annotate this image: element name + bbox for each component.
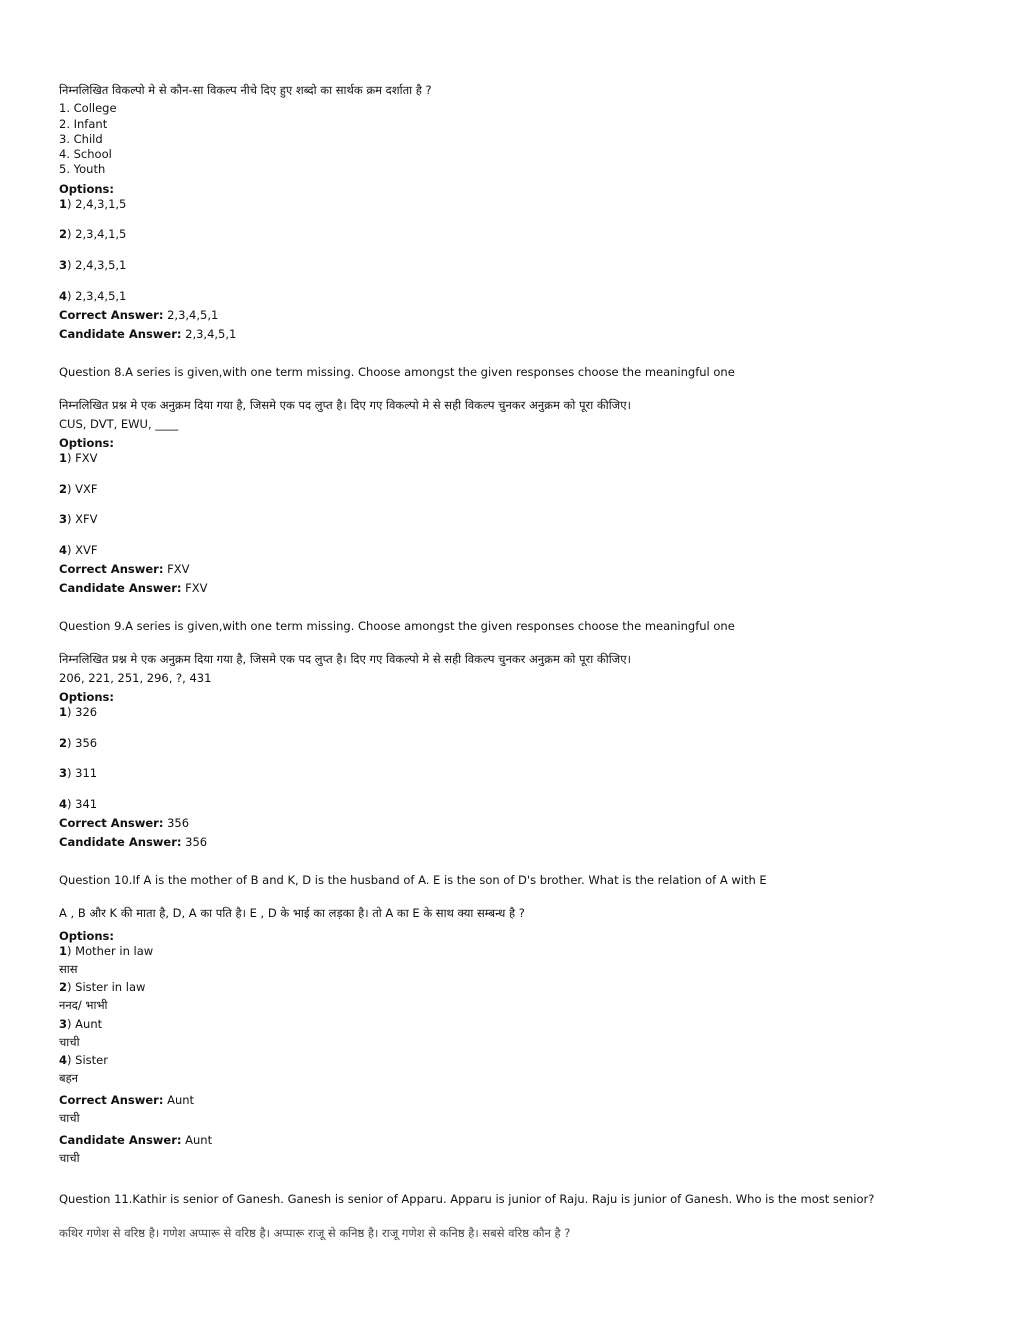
q9-option-2: 2) 356 (59, 736, 98, 750)
q9-correct-answer: Correct Answer: 356 (59, 816, 190, 830)
q11-title: Question 11.Kathir is senior of Ganesh. Ganesh is senior of Apparu. Apparu is junior of Raju. Raju is junior of Ganesh. Who is the most senior? (59, 1192, 875, 1206)
q10-correct-answer-hi: चाची (59, 1111, 80, 1125)
q10-option-3-hi: चाची (59, 1035, 80, 1049)
options-label: Options: (59, 929, 114, 943)
q9-candidate-answer: Candidate Answer: 356 (59, 835, 208, 849)
q10-option-2-hi: ननद/ भाभी (59, 998, 108, 1012)
q8-prompt: निम्नलिखित प्रश्न मे एक अनुक्रम दिया गया है, जिसमे एक पद लुप्त है। दिए गए विकल्पो मे से सही विकल्प चुनकर अनुक्रम को पूरा कीजिए। (59, 398, 631, 412)
q9-option-4: 4) 341 (59, 797, 98, 811)
q10-option-4: 4) Sister (59, 1053, 108, 1067)
q10-prompt: A , B और K की माता है, D, A का पति है। E , D के भाई का लड़का है। तो A का E के साथ क्या सम्बन्ध है ? (59, 906, 525, 920)
q7-correct-answer: Correct Answer: 2,3,4,5,1 (59, 308, 219, 322)
q10-title: Question 10.If A is the mother of B and K, D is the husband of A. E is the son of D's brother. What is the relation of A with E (59, 873, 767, 887)
q8-series: CUS, DVT, EWU, ____ (59, 417, 179, 431)
q7-item: 3. Child (59, 132, 103, 146)
q8-option-4: 4) XVF (59, 543, 98, 557)
q10-candidate-answer: Candidate Answer: Aunt (59, 1133, 213, 1147)
q7-item: 1. College (59, 101, 117, 115)
q10-option-1: 1) Mother in law (59, 944, 154, 958)
q9-option-1: 1) 326 (59, 705, 98, 719)
q10-candidate-answer-hi: चाची (59, 1151, 80, 1165)
q9-prompt: निम्नलिखित प्रश्न मे एक अनुक्रम दिया गया है, जिसमे एक पद लुप्त है। दिए गए विकल्पो मे से सही विकल्प चुनकर अनुक्रम को पूरा कीजिए। (59, 652, 631, 666)
q7-option-4: 4) 2,3,4,5,1 (59, 289, 127, 303)
q8-option-1: 1) FXV (59, 451, 98, 465)
q7-candidate-answer: Candidate Answer: 2,3,4,5,1 (59, 327, 237, 341)
options-label: Options: (59, 182, 114, 196)
q7-option-3: 3) 2,4,3,5,1 (59, 258, 127, 272)
q7-item: 4. School (59, 147, 112, 161)
q8-option-2: 2) VXF (59, 482, 98, 496)
options-label: Options: (59, 690, 114, 704)
options-label: Options: (59, 436, 114, 450)
q10-option-1-hi: सास (59, 962, 78, 976)
q9-title: Question 9.A series is given,with one term missing. Choose amongst the given responses choose the meaningful one (59, 619, 735, 633)
q9-series: 206, 221, 251, 296, ?, 431 (59, 671, 212, 685)
q10-option-2: 2) Sister in law (59, 980, 146, 994)
q10-option-3: 3) Aunt (59, 1017, 103, 1031)
q7-item: 2. Infant (59, 117, 108, 131)
q7-option-2: 2) 2,3,4,1,5 (59, 227, 127, 241)
q9-option-3: 3) 311 (59, 766, 98, 780)
q8-candidate-answer: Candidate Answer: FXV (59, 581, 208, 595)
q7-item: 5. Youth (59, 162, 106, 176)
q7-prompt: निम्नलिखित विकल्पो मे से कौन-सा विकल्प नीचे दिए हुए शब्दो का सार्थक क्रम दर्शाता है ? (59, 83, 432, 97)
q8-option-3: 3) XFV (59, 512, 98, 526)
q10-correct-answer: Correct Answer: Aunt (59, 1093, 195, 1107)
q7-option-1: 1) 2,4,3,1,5 (59, 197, 127, 211)
q10-option-4-hi: बहन (59, 1071, 79, 1085)
q8-title: Question 8.A series is given,with one term missing. Choose amongst the given responses choose the meaningful one (59, 365, 735, 379)
q8-correct-answer: Correct Answer: FXV (59, 562, 190, 576)
q11-prompt-clipped: कथिर गणेश से वरिष्ठ है। गणेश अप्पारू से वरिष्ठ है। अप्पारू राजू से कनिष्ठ है। राजू गणेश से कनिष्ठ है। सबसे वरिष्ठ कौन है ? (59, 1226, 571, 1240)
